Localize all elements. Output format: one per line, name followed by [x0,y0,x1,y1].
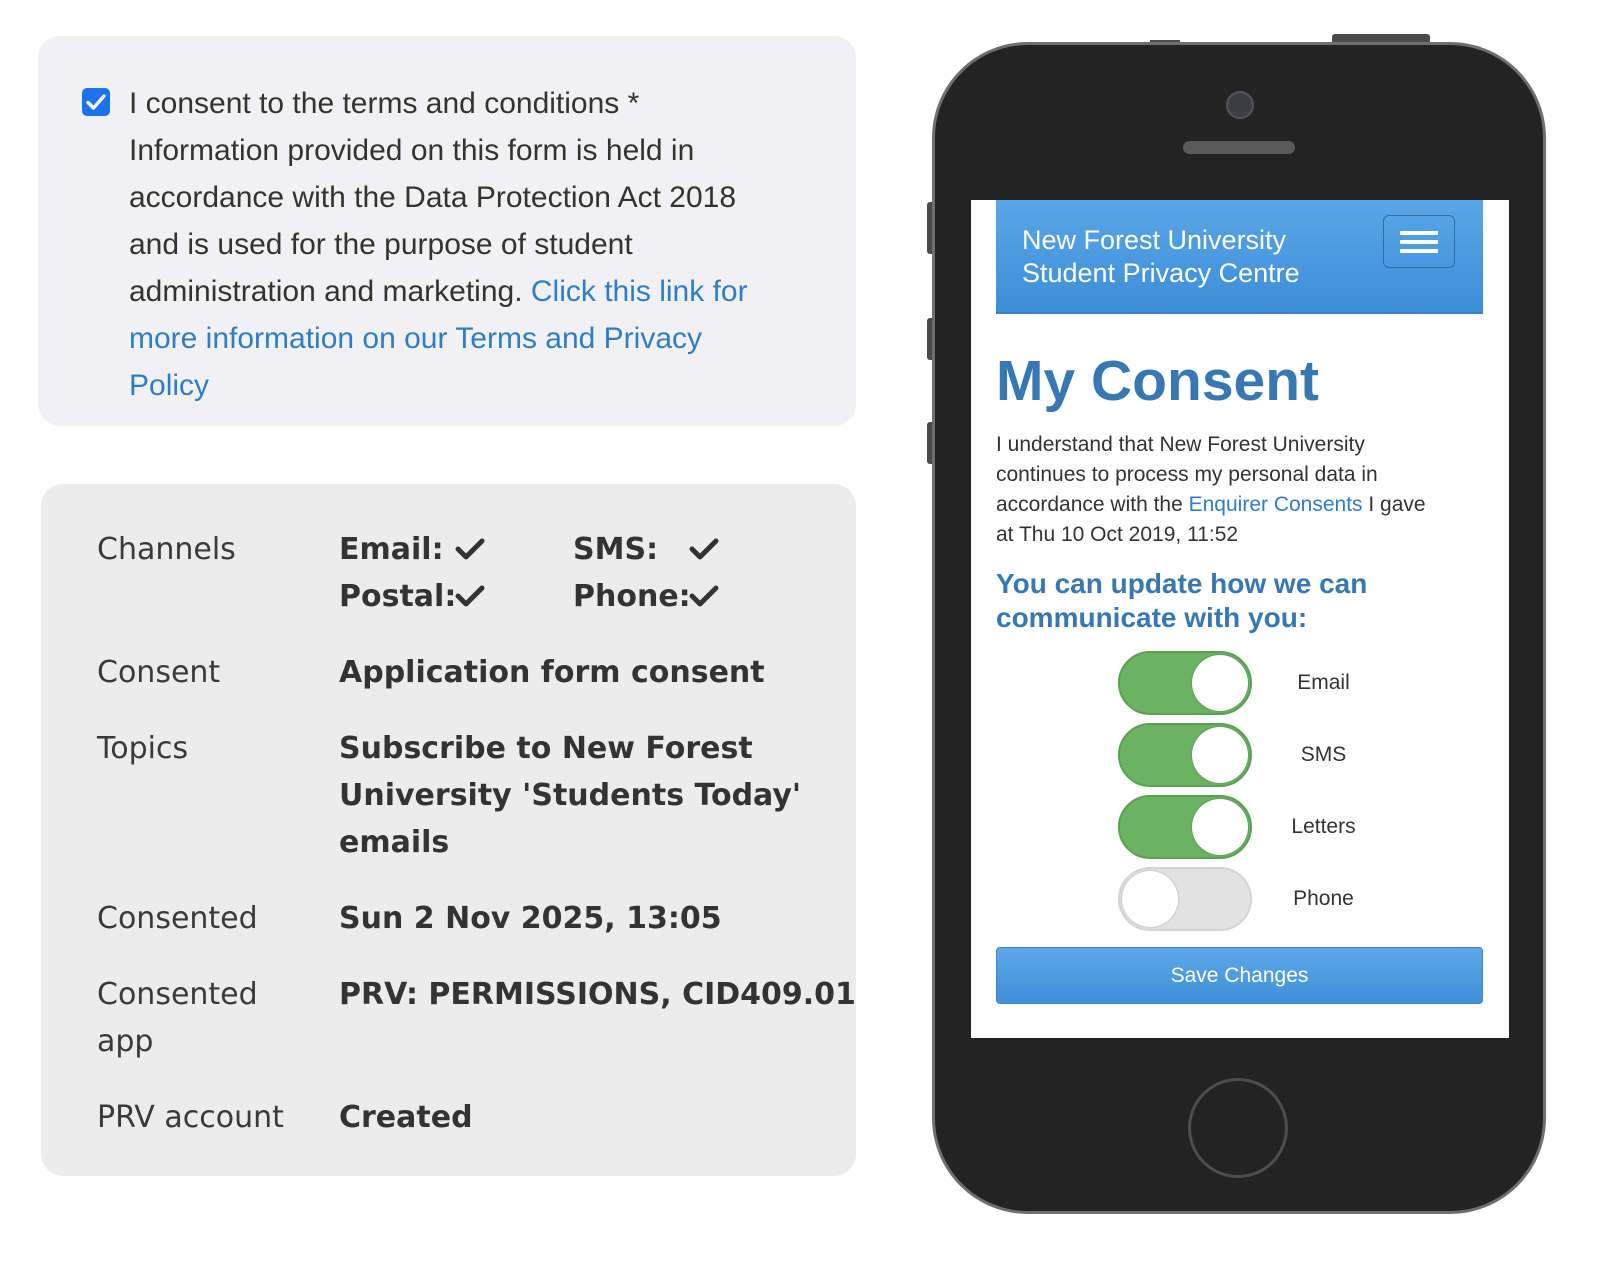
channel-sms-label: SMS: [573,532,659,567]
consent-details-card [41,484,856,1176]
channel-email-label: Email: [339,532,444,567]
app-title-line: New Forest University [1022,225,1287,255]
consent-text-line: and is used for the purpose of student [129,228,633,261]
check-icon [689,584,719,608]
consented-app-label [97,971,258,1065]
consent-paragraph [996,430,1491,550]
app-title-line: Student Privacy Centre [1022,258,1300,288]
topics-value-line: emails [339,825,450,860]
app-header [996,200,1483,314]
check-icon [455,584,485,608]
topics-value [339,725,801,866]
enquirer-consents-link[interactable]: Enquirer Consents [1188,493,1363,516]
consented-app-value: PRV: PERMISSIONS, CID409.01 [339,977,856,1012]
email-toggle[interactable] [1118,651,1252,715]
terms-privacy-link[interactable]: Policy [129,369,210,402]
consent-value: Application form consent [339,655,765,690]
home-button [1188,1078,1288,1178]
consented-value: Sun 2 Nov 2025, 13:05 [339,901,722,936]
consent-label: Consent [97,655,221,690]
terms-consent-card [38,36,856,426]
consented-app-label-line: app [97,1024,154,1059]
consent-text-line: I consent to the terms and conditions * [129,87,640,120]
consent-text-line: accordance with the Data Protection Act 2018 [129,181,737,214]
consented-app-label-line: Consented [97,977,258,1012]
save-changes-button[interactable]: Save Changes [996,947,1483,1004]
sms-toggle-label: SMS [1300,743,1347,766]
prv-account-value: Created [339,1100,473,1135]
terms-privacy-link[interactable]: more information on our Terms and Privacy [129,322,703,355]
letters-toggle-label: Letters [1291,815,1356,838]
channels-label: Channels [97,532,236,567]
front-camera [1226,91,1254,119]
channel-phone-label: Phone: [573,579,691,614]
paragraph-line: accordance with the [996,493,1189,516]
update-preferences-heading [996,567,1367,635]
terms-consent-text [129,80,839,409]
phone-screen [971,200,1509,1038]
email-toggle-label: Email [1297,671,1350,694]
terms-privacy-link[interactable]: Click this link for [530,275,748,308]
topics-value-line: University 'Students Today' [339,778,802,813]
check-icon [689,537,719,561]
prv-account-label: PRV account [97,1100,284,1135]
paragraph-line: I gave [1362,493,1426,516]
paragraph-line: continues to process my personal data in [996,463,1378,486]
sms-toggle[interactable] [1118,723,1252,787]
subheading-line: communicate with you: [996,602,1308,633]
checkmark-icon [85,91,107,113]
phone-toggle[interactable] [1118,867,1252,931]
terms-consent-checkbox[interactable] [82,88,110,116]
topics-label: Topics [97,731,189,766]
hamburger-icon[interactable] [1383,215,1455,268]
channel-postal-label: Postal: [339,579,457,614]
phone-toggle-label: Phone [1293,887,1354,910]
consent-text-line: Information provided on this form is held in [129,134,695,167]
earpiece-speaker [1183,141,1295,154]
app-title [1022,224,1300,290]
page-title: My Consent [996,349,1320,413]
letters-toggle[interactable] [1118,795,1252,859]
subheading-line: You can update how we can [996,568,1368,599]
consent-text-line: administration and marketing. [129,275,531,308]
topics-value-line: Subscribe to New Forest [339,731,753,766]
paragraph-line: at Thu 10 Oct 2019, 11:52 [996,523,1239,546]
check-icon [455,537,485,561]
paragraph-line: I understand that New Forest University [996,433,1365,456]
consented-label: Consented [97,901,258,936]
